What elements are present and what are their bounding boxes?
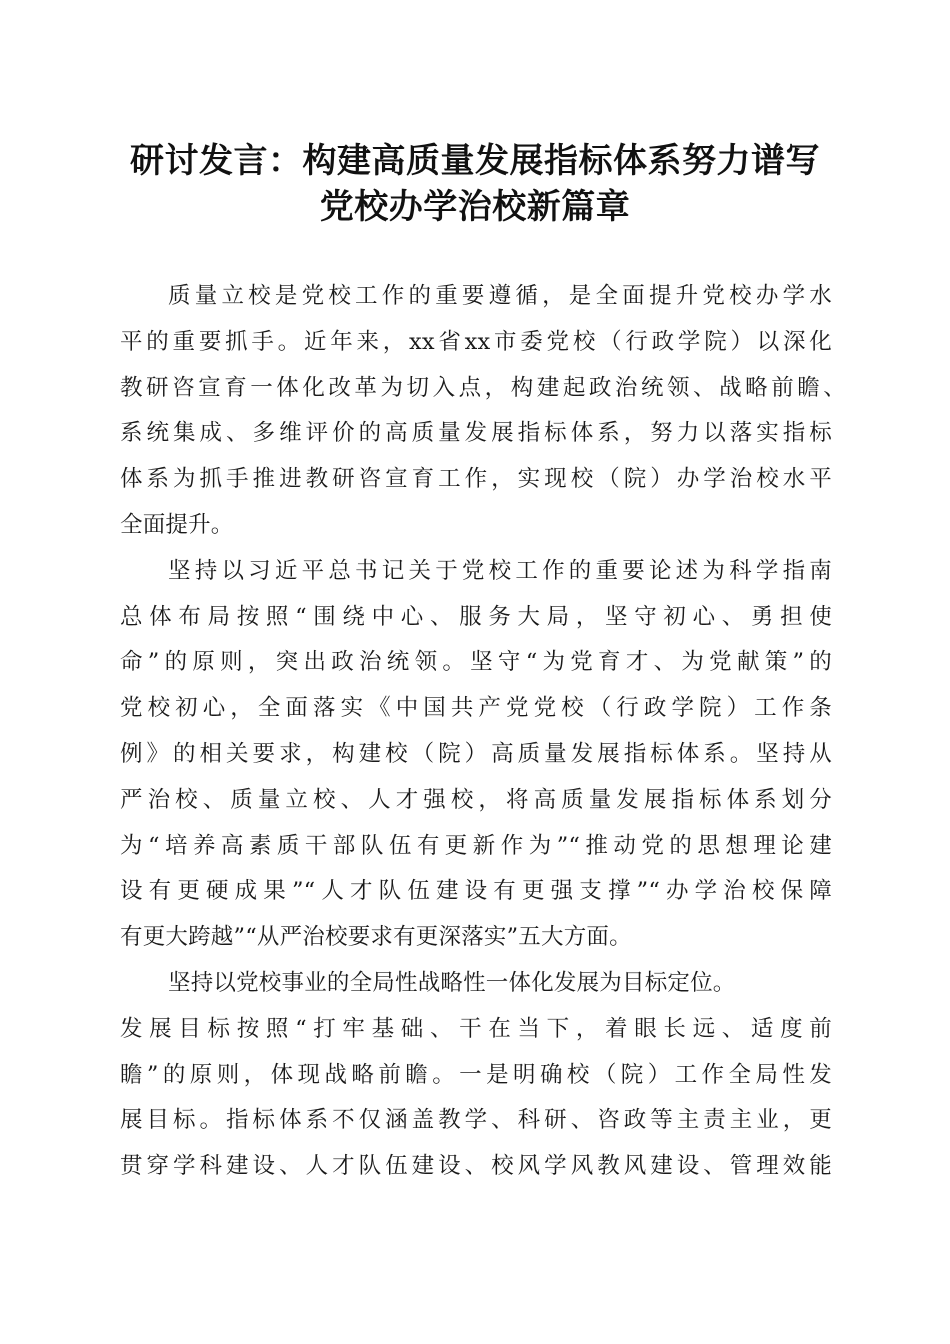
text-line: 坚持以习近平总书记关于党校工作的重要论述为科学指南 xyxy=(168,557,832,584)
text-line: 展目标。指标体系不仅涵盖教学、科研、咨政等主责主业，更 xyxy=(120,1107,832,1134)
text-line: 瞻”的原则，体现战略前瞻。一是明确校（院）工作全局性发 xyxy=(120,1061,832,1088)
document-title xyxy=(100,138,850,230)
text-line: 党校初心，全面落实《中国共产党党校（行政学院）工作条 xyxy=(120,695,832,722)
text-line: 为“培养高素质干部队伍有更新作为”“推动党的思想理论建 xyxy=(120,832,832,859)
text-line: 命”的原则，突出政治统领。坚守“为党育才、为党献策”的 xyxy=(120,649,832,676)
text-line: 有更大跨越”“从严治校要求有更深落实”五大方面。 xyxy=(120,924,632,951)
paragraph-1 xyxy=(120,274,846,549)
text-line: 平的重要抓手。近年来，xx省xx市委党校（行政学院）以深化 xyxy=(120,328,832,355)
text-line: 严治校、质量立校、人才强校，将高质量发展指标体系划分 xyxy=(120,786,832,813)
text-line: 质量立校是党校工作的重要遵循，是全面提升党校办学水 xyxy=(168,283,832,309)
text-line: 设有更硬成果”“人才队伍建设有更强支撑”“办学治校保障 xyxy=(120,878,832,905)
title-line: 研讨发言：构建高质量发展指标体系努力谱写 xyxy=(130,141,820,181)
text-line: 总体布局按照“围绕中心、服务大局，坚守初心、勇担使 xyxy=(120,603,832,630)
text-line: 坚持以党校事业的全局性战略性一体化发展为目标定位。 xyxy=(168,969,736,996)
text-line: 贯穿学科建设、人才队伍建设、校风学风教风建设、管理效能 xyxy=(120,1153,832,1180)
text-line: 体系为抓手推进教研咨宣育工作，实现校（院）办学治校水平 xyxy=(120,466,832,493)
text-line: 教研咨宣育一体化改革为切入点，构建起政治统领、战略前瞻、 xyxy=(120,374,846,401)
text-line: 系统集成、多维评价的高质量发展指标体系，努力以落实指标 xyxy=(120,420,832,447)
text-line: 发展目标按照“打牢基础、干在当下，着眼长远、适度前 xyxy=(120,1015,832,1042)
paragraph-2 xyxy=(120,549,832,961)
text-line: 例》的相关要求，构建校（院）高质量发展指标体系。坚持从 xyxy=(120,740,832,767)
paragraph-3 xyxy=(120,961,832,1190)
title-line: 党校办学治校新篇章 xyxy=(319,187,631,227)
text-line: 全面提升。 xyxy=(120,511,234,538)
document-body xyxy=(120,274,846,1190)
